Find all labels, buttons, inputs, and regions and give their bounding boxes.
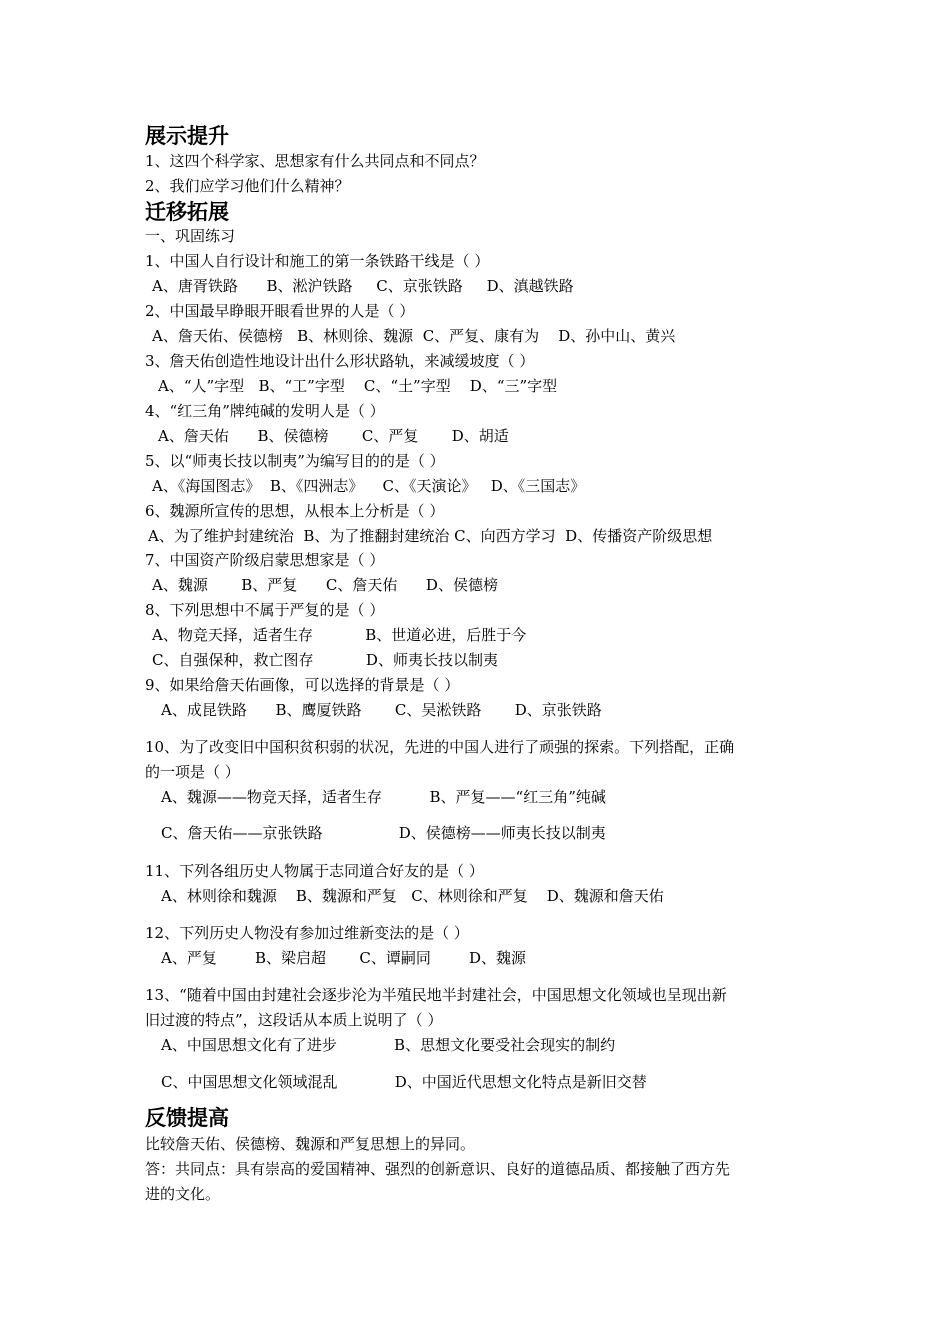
question-11-options: A、林则徐和魏源 B、魏源和严复 C、林则徐和严复 D、魏源和詹天佑 bbox=[161, 887, 664, 905]
question-1-options: A、唐胥铁路 B、淞沪铁路 C、京张铁路 D、滇越铁路 bbox=[152, 277, 574, 295]
question-5-options: A、《海国图志》 B、《四洲志》 C、《天演论》 D、《三国志》 bbox=[152, 477, 586, 495]
question-2-options: A、詹天佑、侯德榜 B、林则徐、魏源 C、严复、康有为 D、孙中山、黄兴 bbox=[152, 327, 676, 345]
question-8-options-line1: A、物竞天择，适者生存 B、世道必进，后胜于今 bbox=[152, 626, 527, 644]
question-3-options: A、“人”字型 B、“工”字型 C、“土”字型 D、“三”字型 bbox=[158, 377, 558, 395]
question-11: 11、下列各组历史人物属于志同道合好友的是（ ） bbox=[145, 862, 484, 880]
question-10-options-line2: C、詹天佑——京张铁路 D、侯德榜——师夷长技以制夷 bbox=[161, 824, 606, 842]
question-10-line1: 10、为了改变旧中国积贫积弱的状况，先进的中国人进行了顽强的探索。下列搭配，正确 bbox=[145, 738, 735, 756]
question-13-line1: 13、“随着中国由封建社会逐步沦为半殖民地半封建社会，中国思想文化领域也呈现出新 bbox=[145, 986, 727, 1004]
question-10-options-line1: A、魏源——物竞天择，适者生存 B、严复——“红三角”纯碱 bbox=[161, 788, 606, 806]
question-1: 1、中国人自行设计和施工的第一条铁路干线是（ ） bbox=[145, 252, 490, 270]
feedback-answer-line1: 答：共同点：具有崇高的爱国精神、强烈的创新意识、良好的道德品质、都接触了西方先 bbox=[145, 1160, 731, 1178]
question-13-options-line1: A、中国思想文化有了进步 B、思想文化要受社会现实的制约 bbox=[161, 1036, 616, 1054]
section-heading-transfer: 迁移拓展 bbox=[145, 200, 229, 224]
question-3: 3、詹天佑创造性地设计出什么形状路轨，来减缓坡度（ ） bbox=[145, 352, 535, 370]
question-6-options: A、为了维护封建统治 B、为了推翻封建统治 C、向西方学习 D、传播资产阶级思想 bbox=[148, 527, 713, 545]
section-heading-showcase: 展示提升 bbox=[145, 124, 229, 148]
question-7: 7、中国资产阶级启蒙思想家是（ ） bbox=[145, 551, 385, 569]
feedback-answer-line2: 进的文化。 bbox=[145, 1185, 221, 1203]
question-4-options: A、詹天佑 B、侯德榜 C、严复 D、胡适 bbox=[158, 427, 509, 445]
showcase-question-2: 2、我们应学习他们什么精神？ bbox=[145, 177, 350, 195]
question-10-line2: 的一项是（ ） bbox=[145, 763, 240, 781]
showcase-question-1: 1、这四个科学家、思想家有什么共同点和不同点？ bbox=[145, 152, 485, 170]
question-2: 2、中国最早睁眼开眼看世界的人是（ ） bbox=[145, 302, 415, 320]
question-4: 4、“红三角”牌纯碱的发明人是（ ） bbox=[145, 402, 385, 420]
question-8-options-line2: C、自强保种，救亡图存 D、师夷长技以制夷 bbox=[152, 651, 498, 669]
question-6: 6、魏源所宣传的思想，从根本上分析是（ ） bbox=[145, 502, 445, 520]
question-8: 8、下列思想中不属于严复的是（ ） bbox=[145, 601, 385, 619]
subsection-title: 一、巩固练习 bbox=[145, 227, 236, 245]
question-13-line2: 旧过渡的特点”，这段话从本质上说明了（ ） bbox=[145, 1011, 443, 1029]
feedback-prompt: 比较詹天佑、侯德榜、魏源和严复思想上的异同。 bbox=[145, 1135, 476, 1153]
question-13-options-line2: C、中国思想文化领域混乱 D、中国近代思想文化特点是新旧交替 bbox=[161, 1073, 647, 1091]
section-heading-feedback: 反馈提高 bbox=[145, 1106, 229, 1130]
question-12-options: A、严复 B、梁启超 C、谭嗣同 D、魏源 bbox=[161, 949, 527, 967]
question-9-options: A、成昆铁路 B、鹰厦铁路 C、吴淞铁路 D、京张铁路 bbox=[161, 701, 602, 719]
question-5: 5、以“师夷长技以制夷”为编写目的的是（ ） bbox=[145, 452, 445, 470]
question-12: 12、下列历史人物没有参加过维新变法的是（ ） bbox=[145, 924, 469, 942]
question-7-options: A、魏源 B、严复 C、詹天佑 D、侯德榜 bbox=[152, 576, 498, 594]
question-9: 9、如果给詹天佑画像，可以选择的背景是（ ） bbox=[145, 676, 460, 694]
